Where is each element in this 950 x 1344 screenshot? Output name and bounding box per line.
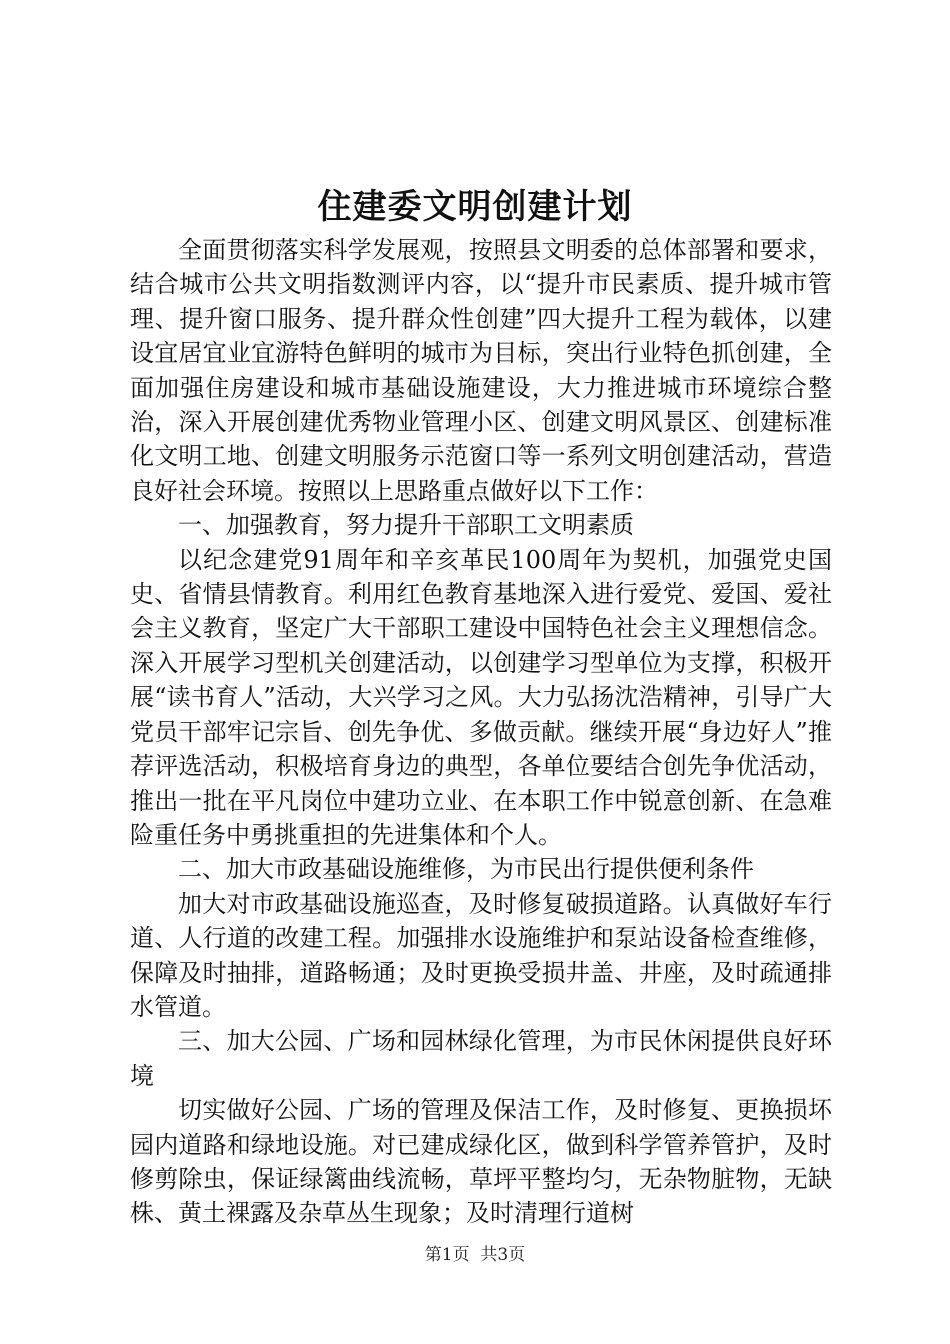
intro-paragraph: 全面贯彻落实科学发展观，按照县文明委的总体部署和要求，结合城市公共文明指数测评内容，以“提升市民素质、提升城市管理、提升窗口服务、提升群众性创建”四大提升工程为载体，以建设宜居宜业宜游特色鲜明的城市为目标，突出行业特色抓创建，全面加强住房建设和城市基础设施建设，大力推进城市环境综合整治，深入开展创建优秀物业管理小区、创建文明风景区、创建标准化文明工地、创建文明服务示范窗口等一系列文明创建活动，营造良好社会环境。按照以上思路重点做好以下工作：: [130, 236, 832, 505]
page-footer: [0, 1243, 950, 1267]
document-title: 住建委文明创建计划: [317, 187, 633, 227]
page-number-label: 第1页 共3页: [424, 1245, 526, 1265]
document-body: [130, 233, 832, 1231]
section-paragraph-1: 以纪念建党91周年和辛亥革民100周年为契机，加强党史国史、省情县情教育。利用红色教育基地深入进行爱党、爱国、爱社会主义教育，坚定广大干部职工建设中国特色社会主义理想信念。深入开展学习型机关创建活动，以创建学习型单位为支撑，积极开展“读书育人”活动，大兴学习之风。大力弘扬沈浩精神，引导广大党员干部牢记宗旨、创先争优、多做贡献。继续开展“身边好人”推荐评选活动，积极培育身边的典型，各单位要结合创先争优活动，推出一批在平凡岗位中建功立业、在本职工作中锐意创新、在急难险重任务中勇挑重担的先进集体和个人。: [130, 545, 832, 849]
section-paragraph-2: 加大对市政基础设施巡查，及时修复破损道路。认真做好车行道、人行道的改建工程。加强排水设施维护和泵站设备检查维修，保障及时抽排，道路畅通；及时更换受损井盖、井座，及时疏通排水管道。: [130, 889, 832, 1021]
section-heading-2: 二、加大市政基础设施维修，为市民出行提供便利条件: [178, 855, 754, 884]
section-heading-1: 一、加强教育，努力提升干部职工文明素质: [178, 511, 634, 540]
section-heading-3: 三、加大公园、广场和园林绿化管理，为市民休闲提供良好环境: [130, 1027, 832, 1090]
section-paragraph-3: 切实做好公园、广场的管理及保洁工作，及时修复、更换损坏园内道路和绿地设施。对已建成绿化区，做到科学管养管护，及时修剪除虫，保证绿篱曲线流畅，草坪平整均匀，无杂物脏物，无缺株、黄土裸露及杂草丛生现象；及时清理行道树: [130, 1096, 832, 1228]
